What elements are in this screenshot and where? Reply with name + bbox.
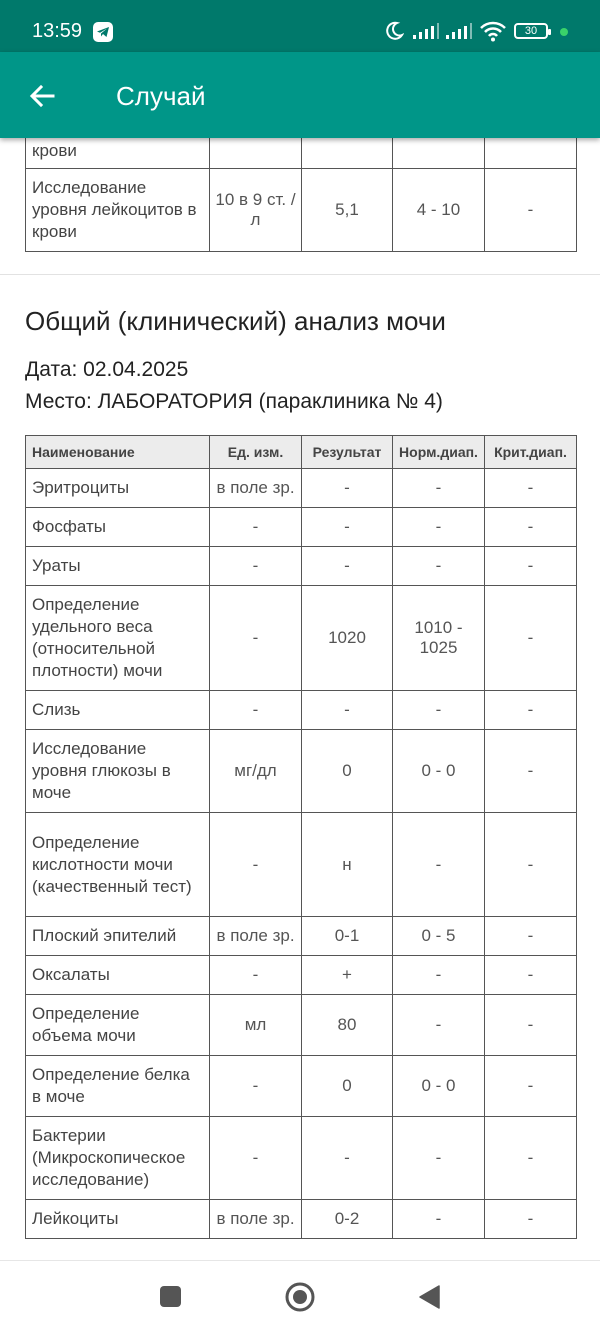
app-bar	[0, 52, 600, 138]
row-norm: -	[393, 995, 485, 1056]
row-result: 0-2	[302, 1200, 393, 1239]
row-crit: -	[485, 691, 577, 730]
row-crit: -	[485, 813, 577, 917]
row-result: н	[302, 813, 393, 917]
row-norm: -	[393, 1200, 485, 1239]
row-result	[302, 138, 393, 169]
table-row	[26, 1117, 577, 1200]
row-name: Определение удельного веса (относительной плотности) мочи	[26, 586, 210, 691]
row-name: Слизь	[26, 691, 210, 730]
row-result: 0	[302, 1056, 393, 1117]
row-norm: -	[393, 469, 485, 508]
row-name: крови	[26, 138, 210, 169]
header-name: Наименование	[26, 436, 210, 469]
row-unit: мл	[210, 995, 302, 1056]
status-bar	[0, 0, 600, 52]
analysis-date: Дата: 02.04.2025	[25, 358, 189, 381]
page-title: Случай	[116, 81, 206, 111]
table-row	[26, 169, 577, 252]
status-time: 13:59	[32, 20, 83, 42]
signal-icon-2	[445, 22, 473, 40]
row-unit: -	[210, 813, 302, 917]
row-norm	[393, 138, 485, 169]
row-result: -	[302, 469, 393, 508]
row-norm: -	[393, 691, 485, 730]
row-crit: -	[485, 956, 577, 995]
table-row	[26, 995, 577, 1056]
row-norm: -	[393, 956, 485, 995]
row-result: -	[302, 691, 393, 730]
table-row	[26, 917, 577, 956]
system-nav-bar	[0, 1260, 600, 1333]
row-norm: -	[393, 508, 485, 547]
row-unit	[210, 138, 302, 169]
row-unit: -	[210, 1117, 302, 1200]
recents-square-icon[interactable]	[160, 1286, 181, 1307]
row-norm: -	[393, 547, 485, 586]
table-row	[26, 730, 577, 813]
row-unit: -	[210, 1056, 302, 1117]
row-name: Эритроциты	[26, 469, 210, 508]
row-crit: -	[485, 169, 577, 252]
section-divider	[0, 274, 600, 275]
row-crit: -	[485, 547, 577, 586]
row-result: 5,1	[302, 169, 393, 252]
header-result: Результат	[302, 436, 393, 469]
back-arrow-icon[interactable]	[26, 80, 58, 112]
home-circle-icon[interactable]	[284, 1281, 316, 1313]
table-row	[26, 469, 577, 508]
row-norm: -	[393, 1117, 485, 1200]
table-row	[26, 1056, 577, 1117]
row-unit: -	[210, 547, 302, 586]
row-name: Фосфаты	[26, 508, 210, 547]
row-crit: -	[485, 1117, 577, 1200]
blood-table-partial	[25, 138, 577, 252]
row-unit: -	[210, 508, 302, 547]
table-row	[26, 547, 577, 586]
signal-icon	[412, 22, 440, 40]
telegram-icon	[93, 22, 113, 42]
row-crit: -	[485, 508, 577, 547]
row-unit: в поле зр.	[210, 469, 302, 508]
row-norm: 4 - 10	[393, 169, 485, 252]
row-norm: 0 - 0	[393, 730, 485, 813]
table-header-row	[26, 436, 577, 469]
row-norm: 0 - 0	[393, 1056, 485, 1117]
row-unit: -	[210, 691, 302, 730]
row-result: 0-1	[302, 917, 393, 956]
table-row	[26, 956, 577, 995]
row-name: Определение кислотности мочи (качественный тест)	[26, 813, 210, 917]
header-crit: Крит.диап.	[485, 436, 577, 469]
row-name: Плоский эпителий	[26, 917, 210, 956]
row-result: -	[302, 547, 393, 586]
row-crit: -	[485, 730, 577, 813]
row-crit: -	[485, 586, 577, 691]
analysis-place: Место: ЛАБОРАТОРИЯ (параклиника № 4)	[25, 390, 443, 413]
row-result: 1020	[302, 586, 393, 691]
row-unit: в поле зр.	[210, 917, 302, 956]
row-result: 80	[302, 995, 393, 1056]
table-row	[26, 508, 577, 547]
header-unit: Ед. изм.	[210, 436, 302, 469]
row-unit: -	[210, 956, 302, 995]
section-title: Общий (клинический) анализ мочи	[25, 306, 446, 336]
battery-icon: 30	[514, 23, 548, 39]
row-name: Бактерии (Микроскопическое исследование)	[26, 1117, 210, 1200]
row-crit: -	[485, 1056, 577, 1117]
content-scroll[interactable]	[0, 138, 600, 1260]
row-result: -	[302, 508, 393, 547]
row-name: Исследование уровня лейкоцитов в крови	[26, 169, 210, 252]
wifi-icon	[479, 20, 507, 42]
table-row	[26, 691, 577, 730]
row-name: Определение белка в моче	[26, 1056, 210, 1117]
row-unit: в поле зр.	[210, 1200, 302, 1239]
row-crit: -	[485, 917, 577, 956]
row-result: -	[302, 1117, 393, 1200]
table-row	[26, 813, 577, 917]
indicator-dot	[560, 28, 568, 36]
row-norm: 0 - 5	[393, 917, 485, 956]
row-crit: -	[485, 469, 577, 508]
row-unit: -	[210, 586, 302, 691]
row-norm: 1010 - 1025	[393, 586, 485, 691]
do-not-disturb-moon-icon	[384, 21, 404, 41]
table-row	[26, 1200, 577, 1239]
row-unit: 10 в 9 ст. / л	[210, 169, 302, 252]
row-crit: -	[485, 995, 577, 1056]
row-result: +	[302, 956, 393, 995]
row-name: Оксалаты	[26, 956, 210, 995]
row-name: Лейкоциты	[26, 1200, 210, 1239]
row-name: Исследование уровня глюкозы в моче	[26, 730, 210, 813]
row-norm: -	[393, 813, 485, 917]
row-result: 0	[302, 730, 393, 813]
row-crit	[485, 138, 577, 169]
row-crit: -	[485, 1200, 577, 1239]
table-row	[26, 586, 577, 691]
row-name: Ураты	[26, 547, 210, 586]
header-norm: Норм.диап.	[393, 436, 485, 469]
table-row	[26, 138, 577, 169]
row-name: Определение объема мочи	[26, 995, 210, 1056]
back-triangle-icon[interactable]	[418, 1284, 442, 1310]
urine-results-table	[25, 435, 577, 1239]
row-unit: мг/дл	[210, 730, 302, 813]
